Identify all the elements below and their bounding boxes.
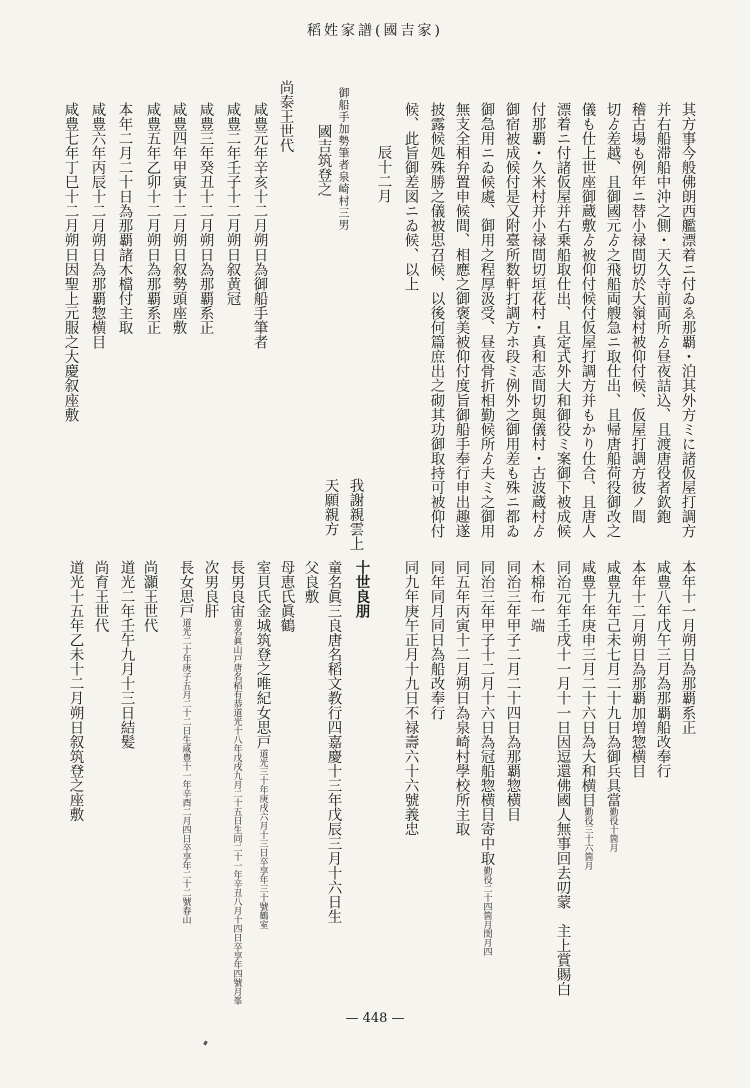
column-text: 咸豊二年壬子十二月朔日叙黄冠 <box>224 102 241 306</box>
column-text: 天願親方 <box>322 478 339 537</box>
column-text: 同治三年甲子十二月十六日為冠船惣横目寄中取 <box>478 560 495 866</box>
text-column <box>555 102 570 539</box>
column-text: 次男良肝 <box>202 560 219 619</box>
text-column <box>326 560 341 924</box>
column-text: 同治元年壬戌十一月十一日因逗還佛國人無事回去叨蒙 主上賞賜白 <box>554 560 571 997</box>
text-column <box>605 560 620 852</box>
text-column <box>504 102 519 539</box>
text-column <box>145 102 160 335</box>
text-column <box>142 560 157 633</box>
text-column <box>119 560 134 749</box>
text-column <box>93 560 108 633</box>
text-column <box>252 102 267 349</box>
column-text: 咸豊六年丙辰十二月朔日為那覇惣横目 <box>89 102 106 350</box>
page-header-title: 稻姓家譜(國吉家) <box>307 23 443 39</box>
text-column <box>429 560 444 720</box>
text-column <box>348 478 363 551</box>
column-text: 十世良朋 <box>353 560 371 619</box>
column-text: 國吉筑登之 <box>315 124 332 197</box>
column-text: 母恵氏眞鶴 <box>278 560 295 633</box>
column-text: 長男良宙 <box>228 560 245 619</box>
column-text: 咸豊四年甲寅十二月朔日叙勢頭座敷 <box>170 102 187 335</box>
column-text: 本年十二月朔日為那覇加増惣横目 <box>629 560 646 779</box>
text-column <box>454 560 469 836</box>
text-column <box>680 102 695 539</box>
text-column <box>605 102 620 539</box>
column-text: 付那覇・久米村并小禄間切垣花村・真和志間切與儀村・古波蔵村ゟ <box>529 102 546 539</box>
column-text: 本年二月二十日為那覇諸木檔付主取 <box>116 102 133 335</box>
text-column <box>171 102 186 335</box>
column-note: 道光三十年庚戌六月十三日卒享年三十號鶴室 <box>257 749 268 930</box>
text-column <box>530 102 545 539</box>
column-text: 室貝氏金城筑登之唯紀女思戸 <box>254 560 271 750</box>
text-column <box>255 560 270 929</box>
column-text: 并右船滞船中沖之側・天久寺前両所ゟ昼夜詰込、且渡唐役者欽鉋 <box>654 102 671 524</box>
column-text: 尚灝王世代 <box>141 560 158 633</box>
text-column <box>376 145 391 203</box>
column-text: 道光二年壬午九月十三日結髪 <box>118 560 135 750</box>
text-column <box>630 102 645 524</box>
column-text: 御急用ニゐ候處、御用之程厚汲受、昼夜骨折相勤候所ゟ夫ミ之御用 <box>478 102 495 539</box>
column-text: 道光十五年乙未十二月朔日叙筑登之座敷 <box>67 560 84 822</box>
column-text: 咸豊元年辛亥十二月朔日為御船手筆者 <box>251 102 268 350</box>
column-text: 稽古場も例年ニ替小禄間切於大嶺村被仰付候、仮屋打調方彼ノ間 <box>629 102 646 524</box>
text-column <box>316 124 331 197</box>
text-column <box>117 102 132 335</box>
column-text: 同九年庚午正月十九日不禄壽六十六號義忠 <box>402 560 419 837</box>
column-text: 我謝親雲上 <box>347 478 364 551</box>
column-text: 其方事今般佛朗西艦漂着ニ付ゐゑ那覇・泊其外方ミに諸仮屋打調方 <box>679 102 696 539</box>
column-text: 咸豊十年庚申三月二十六日為大和横目 <box>579 560 596 808</box>
column-text: 父良敷 <box>302 560 319 604</box>
text-column <box>505 560 520 822</box>
text-column <box>279 560 294 633</box>
text-column <box>403 102 418 291</box>
text-column <box>354 560 369 618</box>
column-text: 儀も仕上世座御蔵敷ゟ被仰付候付仮屋打調方并もかり仕合、且唐人 <box>579 102 596 539</box>
text-column <box>278 80 293 153</box>
column-note: 童名眞山戸唐名稻有恭道光十八年戊戌九月二十五日生同二十一年辛丑八月十四日卒享年四號月峯 <box>231 618 242 1006</box>
column-note: 勤役二十四箇月閏月四 <box>481 865 492 956</box>
column-text: 切ゟ差越、且御國元ゟ之飛船両艘急ニ取仕出、且帰唐船荷役御改之 <box>604 102 621 539</box>
text-column <box>229 560 244 1005</box>
text-column <box>555 560 570 997</box>
text-column <box>303 560 318 604</box>
column-text: 披露候処殊勝之儀被思召候、以後何篇庶出之砌其功御取持可被仰付 <box>428 102 445 539</box>
text-column <box>580 102 595 539</box>
column-text: 御船手加勢筆者泉崎村三男 <box>337 87 350 231</box>
text-column <box>403 560 418 836</box>
column-text: 同五年丙寅十二月朔日為泉崎村學校所主取 <box>453 560 470 837</box>
column-text: 咸豊三年癸丑十二月朔日為那覇系正 <box>197 102 214 335</box>
text-column <box>529 560 544 633</box>
text-column <box>429 102 444 539</box>
column-text: 同治三年甲子二月二十四日為那覇惣横目 <box>504 560 521 822</box>
column-text: 同年同月同日為船改奉行 <box>428 560 445 721</box>
text-column <box>338 87 349 231</box>
text-column <box>655 560 670 778</box>
text-column <box>680 560 695 735</box>
column-text: 咸豊八年戊午三月為那覇船改奉行 <box>654 560 671 779</box>
page-number: — 448 — <box>345 1011 405 1026</box>
text-column <box>580 560 595 870</box>
ink-speck <box>203 1041 208 1046</box>
text-column <box>178 560 193 924</box>
text-column <box>479 102 494 539</box>
column-text: 咸豊七年丁巳十二月朔日因聖上元服之大慶叙座敷 <box>62 102 79 423</box>
text-column <box>454 102 469 539</box>
column-text: 本年十一月朔日為那覇系正 <box>679 560 696 735</box>
text-column <box>203 560 218 618</box>
text-column <box>323 478 338 536</box>
text-column <box>630 560 645 778</box>
text-column <box>479 560 494 956</box>
column-text: 童名眞三良唐名稻文教行四嘉慶十三年戊辰三月十六日生 <box>325 560 342 924</box>
column-text: 木棉布一端 <box>528 560 545 633</box>
text-column <box>198 102 213 335</box>
column-text: 無支全相弁置申候間、相應之御褒美被仰付度旨御船手奉行申出趣遂 <box>453 102 470 539</box>
column-text: 長女思戸 <box>177 560 194 619</box>
text-column <box>655 102 670 524</box>
text-column <box>68 560 83 822</box>
column-note: 勤役三十六箇月 <box>582 807 593 871</box>
text-column <box>63 102 78 422</box>
column-text: 候、此旨御差図ニゐ候、以上 <box>402 102 419 292</box>
text-column <box>90 102 105 349</box>
column-text: 御宿被成候付是又附臺所数軒打調方ホ段ミ例外之御用差も殊ニ都ゐ <box>503 102 520 539</box>
column-note: 勤役十箇月 <box>607 807 618 853</box>
column-text: 尚育王世代 <box>92 560 109 633</box>
text-column <box>225 102 240 306</box>
column-text: 辰十二月 <box>375 145 392 204</box>
column-note: 道光二十年庚子五月二十二日生咸豊十一年辛酉二月四日卒享年二十二號春山 <box>180 618 191 925</box>
column-text: 咸豊九年己未七月二十九日為御兵具當 <box>604 560 621 808</box>
column-text: 咸豊五年乙卯十二月朔日為那覇系正 <box>144 102 161 335</box>
column-text: 漂着ニ付諸仮屋并右乗船取仕出、且定式外大和御役ミ案御下被成候 <box>554 102 571 539</box>
column-text: 尚泰王世代 <box>277 80 294 153</box>
